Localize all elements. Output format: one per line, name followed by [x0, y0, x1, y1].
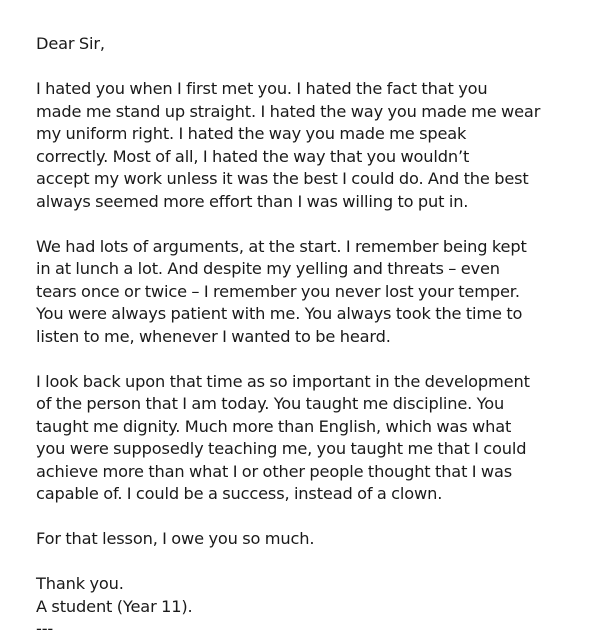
closing-line: Thank you. [36, 574, 124, 593]
separator: --- [36, 619, 54, 638]
paragraph-4: For that lesson, I owe you so much. [36, 529, 315, 548]
salutation: Dear Sir, [36, 34, 105, 53]
paragraph-3: I look back upon that time as so important in the development of the person that I am today. You taught me discipline. You taught me dignity. Much more than English, which was what you were supposedly teaching me, you taught me that I could achieve more than what I or other people thought that I was capable of. I could be a success, instead of a clown. [36, 371, 530, 503]
letter-body [36, 33, 576, 641]
paragraph-2: We had lots of arguments, at the start. I remember being kept in at lunch a lot. And despite my yelling and threats – even tears once or twice – I remember you never lost your temper. You were always patient with me. You always took the time to listen to me, whenever I wanted to be heard. [36, 236, 527, 346]
paragraph-1: I hated you when I first met you. I hated the fact that you made me stand up straight. I hated the way you made me wear my uniform right. I hated the way you made me speak correctly. Most of all, I hated the way that you wouldn’t accept my work unless it was the best I could do. And the best always seemed more effort than I was willing to put in. [36, 79, 541, 211]
signature: A student (Year 11). [36, 596, 193, 616]
